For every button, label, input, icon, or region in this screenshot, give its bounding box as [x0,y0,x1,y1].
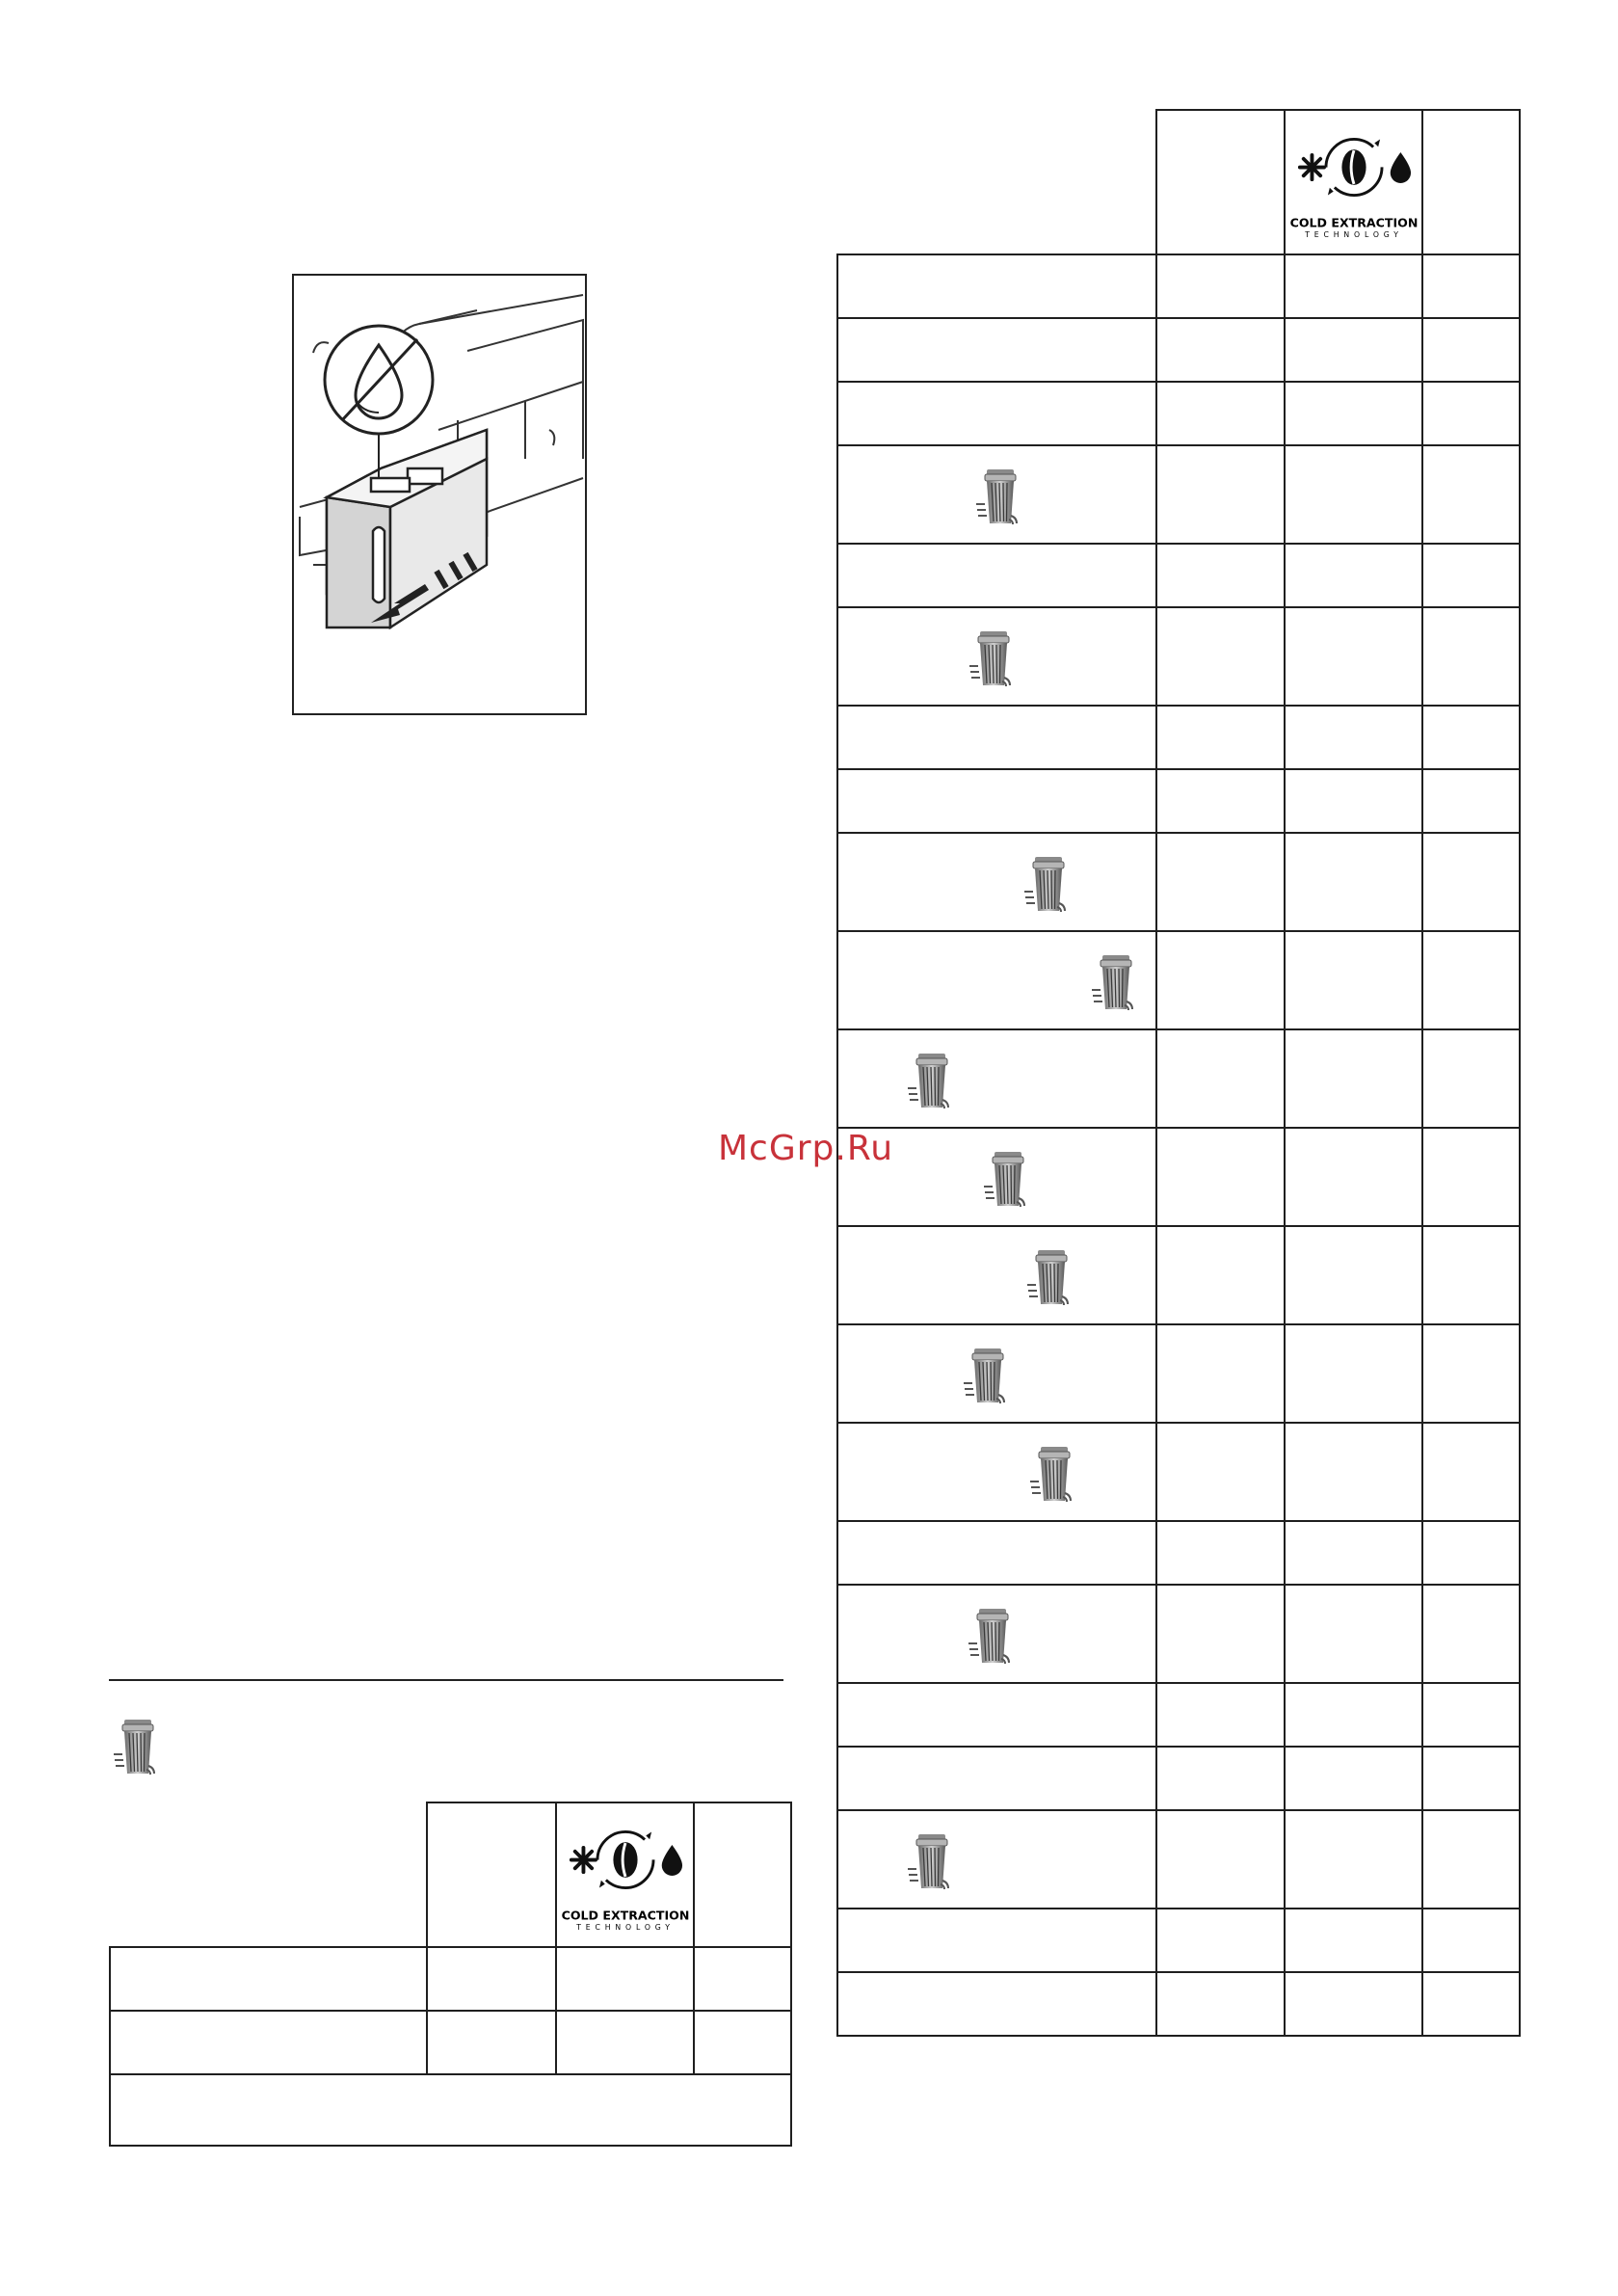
table-row [110,2074,791,2146]
logo-line2: TECHNOLOGY [1304,230,1403,240]
table-row [837,1909,1520,1972]
table-row [837,1747,1520,1810]
table-row [837,254,1520,318]
to-go-cup-icon [1030,1445,1074,1507]
table-row [837,1810,1520,1909]
to-go-cup-icon [908,1052,952,1113]
to-go-cup-icon [908,1832,952,1894]
to-go-cup-icon [976,467,1021,529]
table-row [837,1585,1520,1683]
table-row [837,1226,1520,1324]
watermark: McGrp.Ru [718,1129,894,1168]
table-row [837,382,1520,445]
table-row [837,706,1520,769]
table-row [837,1972,1520,2036]
to-go-cup-icon [964,1347,1008,1408]
to-go-cup-icon [110,1718,162,1779]
table-row [837,607,1520,706]
cold-extraction-logo-icon [560,1817,691,1933]
logo-line1: COLD EXTRACTION [1289,215,1418,230]
bottom-left-table [109,1802,792,2147]
table-row [837,833,1520,931]
table-row [837,1683,1520,1747]
logo-line2: TECHNOLOGY [575,1923,675,1933]
cold-extraction-logo-icon [1288,124,1419,240]
to-go-cup-icon [1024,855,1069,917]
table-row [837,445,1520,544]
table-row [837,769,1520,833]
table-row [837,1324,1520,1423]
logo-line1: COLD EXTRACTION [561,1908,689,1923]
table-header-row [110,1802,791,1947]
cold-extraction-logo [556,1802,694,1947]
table-row [837,1423,1520,1521]
to-go-cup-icon [969,629,1014,691]
cold-extraction-logo [1285,110,1422,254]
table-row [110,1947,791,2011]
to-go-cup-icon [1027,1248,1072,1310]
table-row [110,2011,791,2074]
water-tank-removal-illustration [294,276,585,713]
table-row [837,1029,1520,1128]
table-row [837,931,1520,1029]
table-row [837,1128,1520,1226]
table-row [837,318,1520,382]
right-table [836,109,1521,2037]
to-go-cup-icon [984,1150,1028,1212]
section-divider [109,1679,783,1681]
to-go-cup-icon [1092,953,1136,1015]
water-tank-illustration [292,274,587,715]
table-row [837,1521,1520,1585]
table-header-row [837,110,1520,254]
table-row [837,544,1520,607]
to-go-cup-icon [968,1607,1013,1669]
